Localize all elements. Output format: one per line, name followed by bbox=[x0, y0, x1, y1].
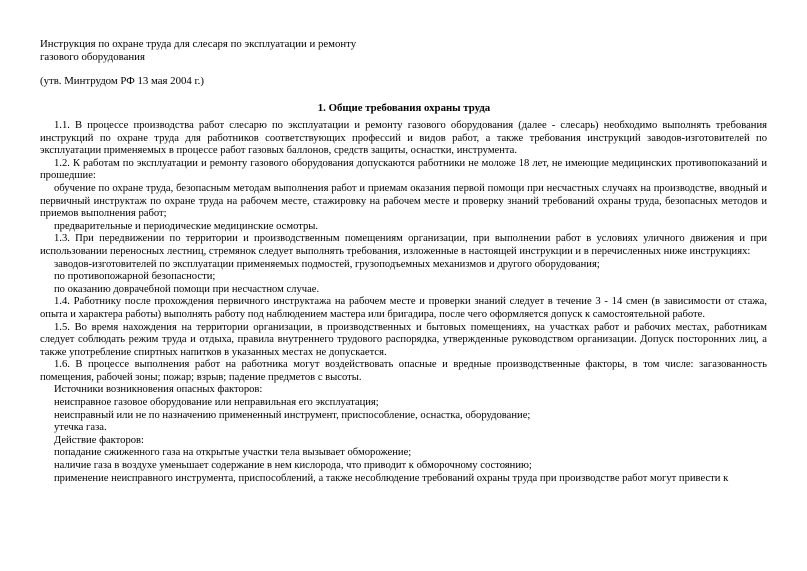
list-item: утечка газа. bbox=[54, 422, 107, 434]
list-item: по оказанию доврачебной помощи при несчастном случае. bbox=[54, 283, 320, 295]
approval-note: (утв. Минтрудом РФ 13 мая 2004 г.) bbox=[40, 75, 204, 87]
subheading-effects: Действие факторов: bbox=[54, 434, 144, 446]
paragraph-1-5: 1.5. Во время нахождения на территории организации, в производственных и бытовых помещениях, на участках работ и рабочих местах, работникам следует соблюдать режим труда и отдыха, правила внутреннего трудового распорядка, утвержденные руководством организации. Допуск посторонних лиц, а также употребление спиртных напитков в указанных местах не допускается. bbox=[40, 321, 767, 358]
paragraph-1-2: 1.2. К работам по эксплуатации и ремонту газового оборудования допускаются работники не моложе 18 лет, не имеющие медицинских противопоказаний и прошедшие: bbox=[40, 157, 767, 182]
paragraph-1-1: 1.1. В процессе производства работ слесарю по эксплуатации и ремонту газового оборудования (далее - слесарь) необходимо выполнять требования инструкций по охране труда для работников соответствующих профессий и видов работ, а также требования инструкций заводов-изготовителей по эксплуатации применяемых в процессе работ газовых баллонов, средств защиты, оснастки, инструмента. bbox=[40, 120, 767, 157]
section-title: 1. Общие требования охраны труда bbox=[317, 102, 491, 114]
document-title-line-1: Инструкция по охране труда для слесаря по эксплуатации и ремонту bbox=[40, 38, 357, 50]
document-title-line-2: газового оборудования bbox=[40, 51, 145, 63]
list-item: обучение по охране труда, безопасным методам выполнения работ и приемам оказания первой помощи при несчастных случаях на производстве, вводный и первичный инструктаж по охране труда на рабочем месте, стажировку на рабочем месте и проверку знаний требований охраны труда, безопасных методов и приемов выполнения работ; bbox=[40, 182, 767, 220]
list-item: попадание сжиженного газа на открытые участки тела вызывает обморожение; bbox=[54, 447, 412, 459]
document-body bbox=[40, 120, 767, 485]
list-item: по противопожарной безопасности; bbox=[54, 271, 216, 283]
list-item: предварительные и периодические медицинские осмотры. bbox=[54, 220, 319, 232]
list-item: неисправное газовое оборудование или неправильная его эксплуатация; bbox=[54, 397, 379, 409]
list-item: неисправный или не по назначению примененный инструмент, приспособление, оснастка, оборудование; bbox=[54, 409, 531, 421]
list-item: наличие газа в воздухе уменьшает содержание в нем кислорода, что приводит к обморочному состоянию; bbox=[54, 460, 532, 472]
subheading-sources: Источники возникновения опасных факторов: bbox=[54, 384, 263, 396]
paragraph-1-6: 1.6. В процессе выполнения работ на работника могут воздействовать опасные и вредные производственные факторы, в том числе: загазованность помещения, рабочей зоны; пожар; взрыв; падение предметов с высоты. bbox=[40, 359, 767, 383]
paragraph-1-3: 1.3. При передвижении по территории и производственным помещениям организации, при выполнении работ в условиях уличного движения и при использовании переносных лестниц, стремянок следует выполнять требования, изложенные в настоящей инструкции и в перечисленных ниже инструкциях: bbox=[40, 233, 767, 257]
list-item: заводов-изготовителей по эксплуатации применяемых подмостей, грузоподъемных механизмов и другого оборудования; bbox=[54, 258, 600, 270]
list-item: применение неисправного инструмента, приспособлений, а также несоблюдение требований охраны труда при производстве работ могут привести к bbox=[54, 472, 729, 484]
paragraph-1-4: 1.4. Работнику после прохождения первичного инструктажа на рабочем месте и проверки знаний следует в течение 3 - 14 смен (в зависимости от стажа, опыта и характера работы) выполнять работу под наблюдением мастера или бригадира, после чего оформляется допуск к самостоятельной работе. bbox=[40, 296, 767, 320]
